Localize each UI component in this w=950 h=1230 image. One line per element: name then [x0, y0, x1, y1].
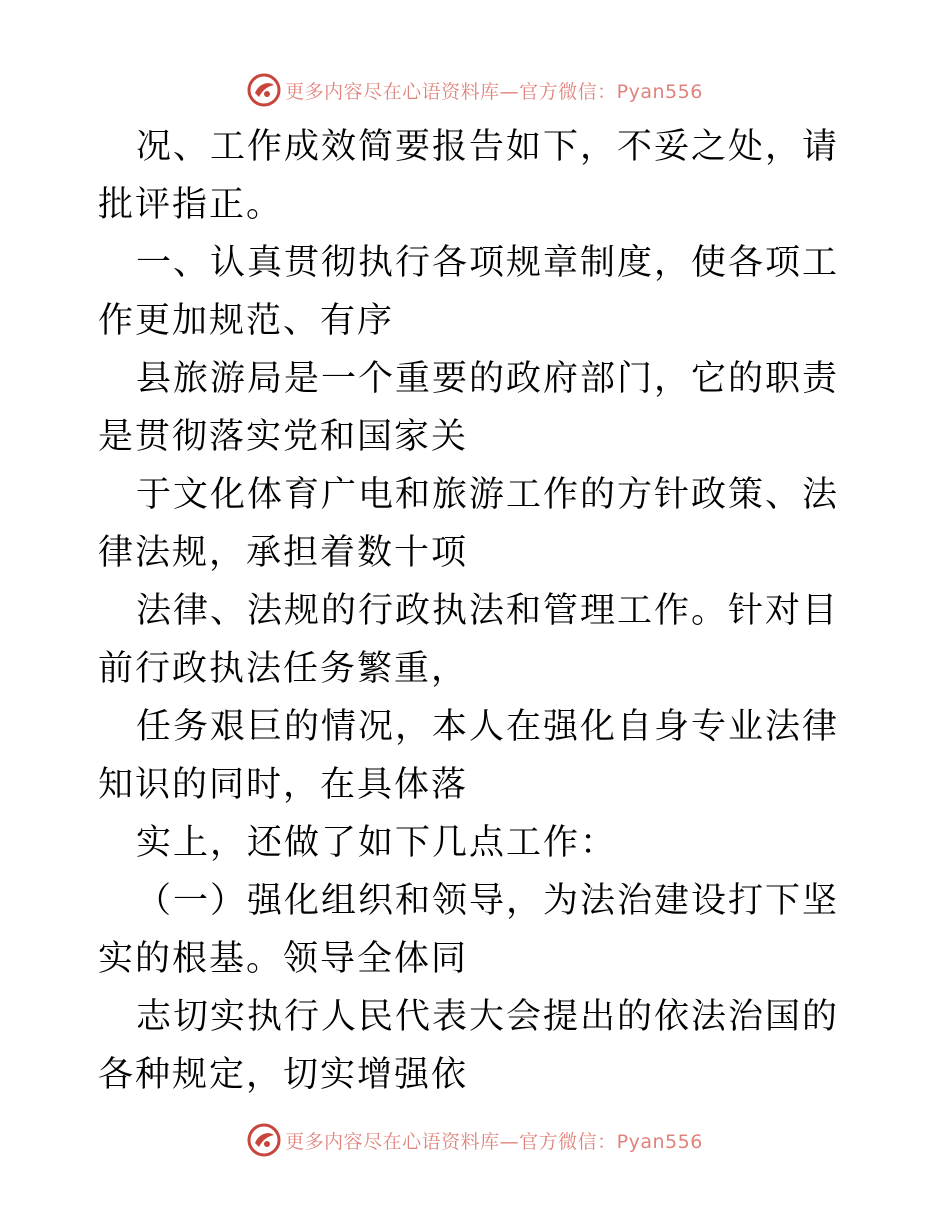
- brand-logo-icon: [247, 1123, 281, 1157]
- watermark-text: 更多内容尽在心语资料库—官方微信：Pyan556: [285, 1130, 703, 1153]
- paragraph-3: 县旅游局是一个重要的政府部门，它的职责是贯彻落实党和国家关: [98, 359, 840, 457]
- paragraph-6: 任务艰巨的情况，本人在强化自身专业法律知识的同时，在具体落: [98, 707, 840, 805]
- paragraph-9: 志切实执行人民代表大会提出的依法治国的各种规定，切实增强依: [98, 997, 840, 1095]
- paragraph-1: 况、工作成效简要报告如下，不妥之处，请批评指正。: [98, 127, 840, 225]
- brand-logo-icon: [247, 73, 281, 107]
- watermark-text: 更多内容尽在心语资料库—官方微信：Pyan556: [285, 80, 703, 103]
- paragraph-8: （一）强化组织和领导，为法治建设打下坚实的根基。领导全体同: [98, 881, 840, 979]
- footer-watermark: [0, 1122, 950, 1158]
- document-body: [98, 118, 858, 1104]
- paragraph-4: 于文化体育广电和旅游工作的方针政策、法律法规，承担着数十项: [98, 475, 840, 573]
- paragraph-2: 一、认真贯彻执行各项规章制度，使各项工作更加规范、有序: [98, 243, 840, 341]
- paragraph-7: 实上，还做了如下几点工作：: [136, 823, 618, 863]
- paragraph-5: 法律、法规的行政执法和管理工作。针对目前行政执法任务繁重，: [98, 591, 840, 689]
- header-watermark: [0, 72, 950, 108]
